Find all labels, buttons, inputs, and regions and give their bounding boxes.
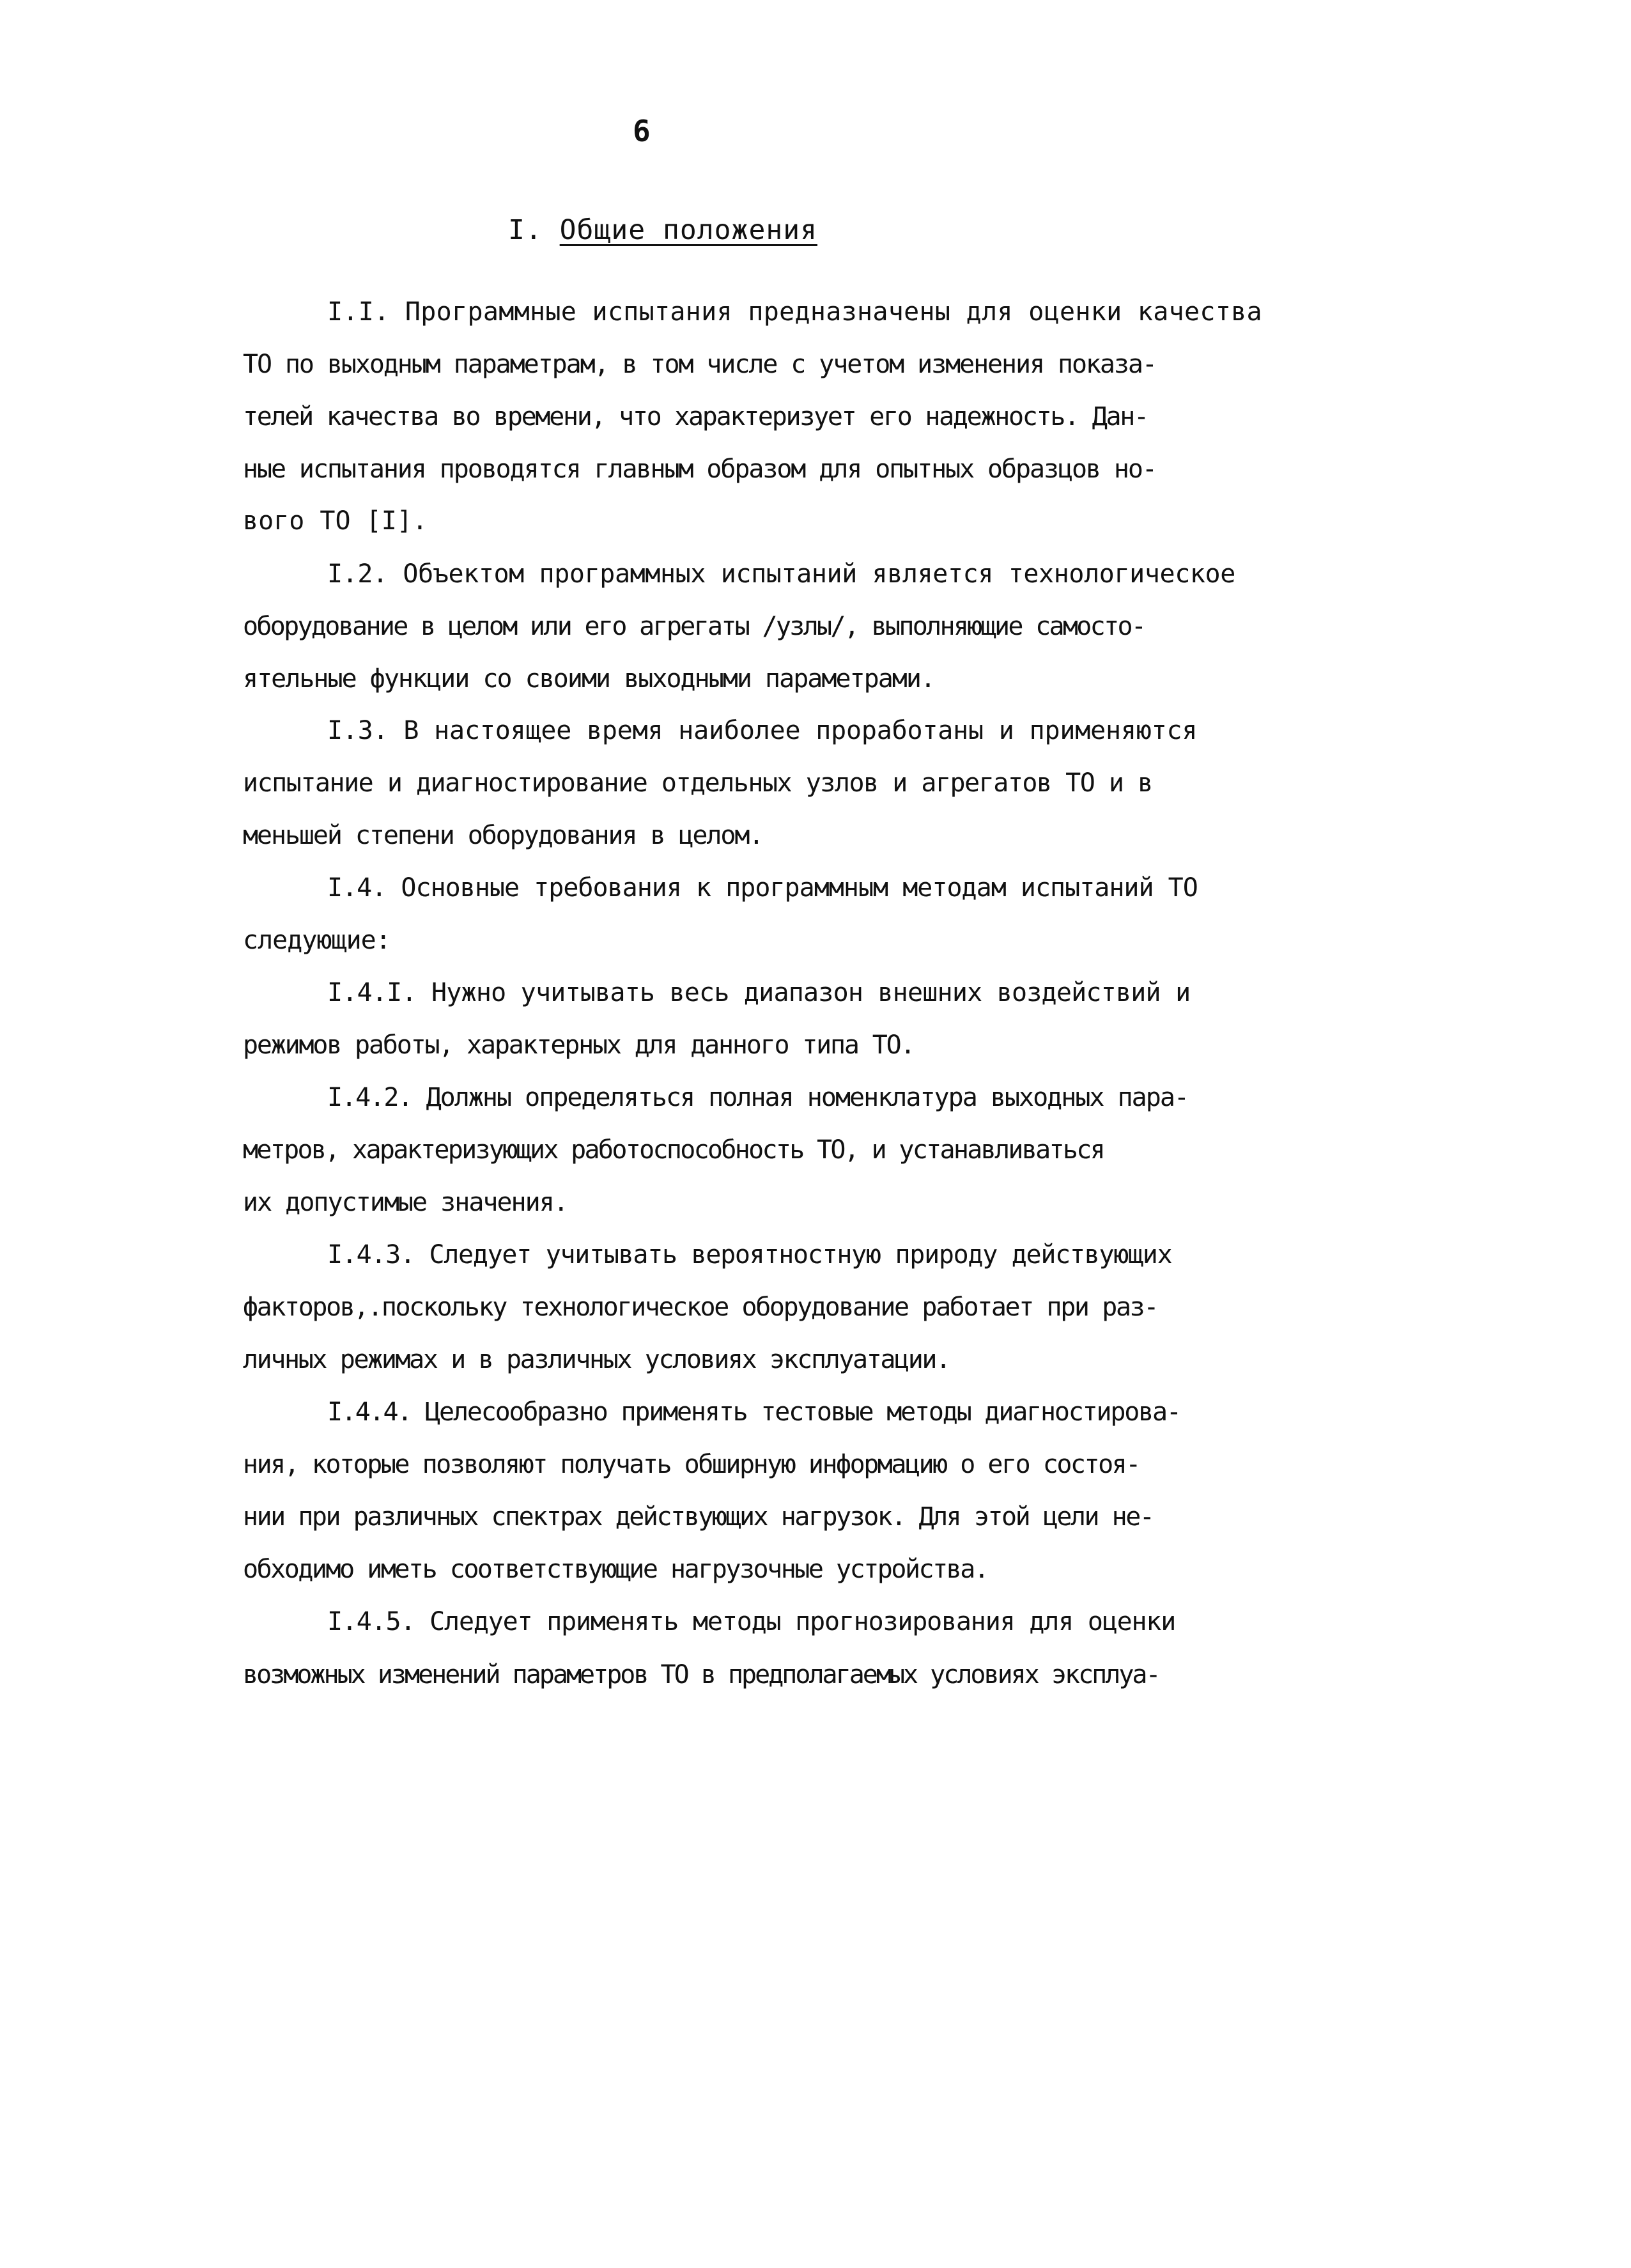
text-line: испытание и диагностирование отдельных узлов и агрегатов ТО и в (243, 768, 1152, 798)
text-line: вого ТО [I]. (243, 506, 428, 536)
text-line: I.4.3. Следует учитывать вероятностную природу действующих (327, 1240, 1172, 1270)
text-line: оборудование в целом или его агрегаты /узлы/, выполняющие самосто- (243, 612, 1145, 641)
text-line: их допустимые значения. (243, 1188, 568, 1217)
text-line: I.I. Программные испытания предназначены для оценки качества (327, 297, 1262, 327)
text-line: телей качества во времени, что характеризует его надежность. Дан- (243, 402, 1148, 431)
text-line: ния, которые позволяют получать обширную информацию о его состоя- (243, 1450, 1140, 1479)
text-line: I.2. Объектом программных испытаний является технологическое (327, 559, 1235, 589)
section-title: Общие положения (559, 214, 817, 246)
text-line: I.3. В настоящее время наиболее проработаны и применяются (327, 716, 1198, 745)
page-number: 6 (633, 114, 651, 148)
text-line: I.4.5. Следует применять методы прогнозирования для оценки (327, 1607, 1176, 1636)
text-line: I.4.2. Должны определяться полная номенклатура выходных пара- (327, 1083, 1189, 1112)
text-line: следующие: (243, 926, 390, 955)
section-heading (508, 214, 817, 246)
text-line: нии при различных спектрах действующих нагрузок. Для этой цели не- (243, 1502, 1154, 1532)
text-line: I.4. Основные требования к программным методам испытаний ТО (327, 873, 1198, 903)
text-line: I.4.I. Нужно учитывать весь диапазон внешних воздействий и (327, 978, 1191, 1007)
text-line: режимов работы, характерных для данного типа ТО. (243, 1030, 915, 1060)
text-line: возможных изменений параметров ТО в предполагаемых условиях эксплуа- (243, 1660, 1159, 1689)
text-line: ные испытания проводятся главным образом для опытных образцов но- (243, 454, 1156, 484)
section-number: I. (508, 214, 543, 246)
text-line: меньшей степени оборудования в целом. (243, 821, 763, 850)
text-line: I.4.4. Целесообразно применять тестовые методы диагностирова- (327, 1397, 1180, 1427)
text-line: обходимо иметь соответствующие нагрузочные устройства. (243, 1555, 988, 1584)
text-line: ятельные функции со своими выходными параметрами. (243, 664, 935, 694)
text-line: личных режимах и в различных условиях эксплуатации. (243, 1345, 950, 1374)
text-line: факторов,.поскольку технологическое оборудование работает при раз- (243, 1293, 1158, 1322)
text-line: ТО по выходным параметрам, в том числе с учетом изменения показа- (243, 350, 1156, 379)
text-line: метров, характеризующих работоспособность ТО, и устанавливаться (243, 1135, 1104, 1165)
